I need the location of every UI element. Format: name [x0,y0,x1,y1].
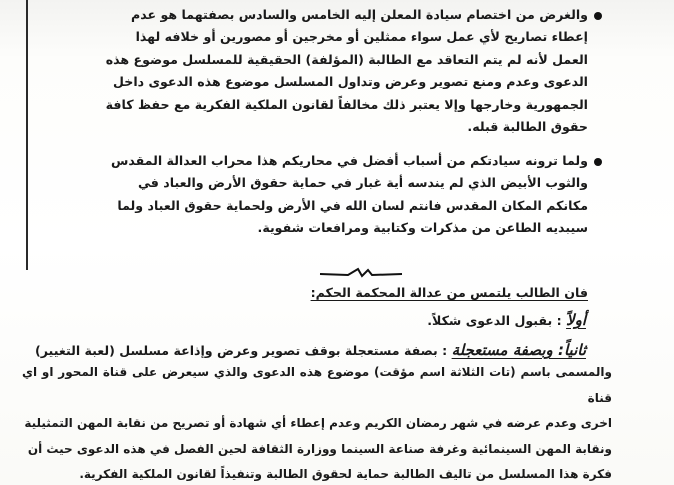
text-line: اخرى وعدم عرضه في شهر رمضان الكريم وعدم إعطاء أي شهادة أو تصريح من نقابة المهن التمثيلية [24,416,612,430]
text-line: حقوق الطالبة قبله. [467,119,588,135]
request-item-first [26,310,586,331]
first-text: : بقبول الدعوى شكلاً. [427,313,562,328]
request-item-second [26,340,586,361]
text-line: الدعوى وعدم ومنع تصوير وعرض وتداول المسلسل موضوع هذه الدعوى داخل [113,74,588,90]
bullet-dot-icon [594,12,602,20]
second-label: ثانياً: وبصفة مستعجلة [451,341,586,359]
paragraph-bullet-2 [28,150,588,240]
request-heading: فان الطالب يلتمس من عدالة المحكمة الحكم: [310,285,588,300]
first-label: أولاً [566,311,586,329]
text-line: مكانكم المكان المقدس فانتم لسان الله في الأرض ولحماية حقوق العباد ولما [117,197,588,213]
text-line: فكرة هذا المسلسل من تاليف الطالبة حماية لحقوق الطالبة وتنفيذاً لقانون الملكية الفكرية. [79,467,612,481]
bullet-dot-icon [594,158,602,166]
text-line: العمل لأنه لم يتم التعاقد مع الطالبة (المؤلفة) الحقيقية للمسلسل موضوع هذه [105,51,588,67]
text-line: ولما ترونه سيادتكم من أسباب أفضل في محاريكم هذا محراب العدالة المقدس [110,153,588,168]
text-line: إعطاء تصاريح لأي عمل سواء ممثلين أو مخرجين أو مصورين أو خلافه لهذا [135,29,588,45]
text-line: سيبديه الطاعن من مذكرات وكتابية ومرافعات شفوية. [257,220,588,236]
request-continuation [22,360,612,485]
separator-squiggle-icon [318,266,404,280]
text-line: والغرض من اختصام سيادة المعلن إليه الخامس والسادس بصفتهما هو عدم [131,7,588,22]
paragraph-bullet-1 [28,4,588,138]
text-line: الجمهورية وخارجها وإلا يعتبر ذلك مخالفاً لقانون الملكية الفكرية مع حفظ كافة [105,96,588,112]
text-line: ونقابة المهن السينمائية وغرفة صناعة السينما ووزارة الثقافة لحين الفصل في هذه الدعوى حيث أن [27,441,612,456]
text-line: والثوب الأبيض الذي لم يندسه أية غبار في حماية حقوق الأرض والعباد في [137,175,588,191]
second-text: : بصفة مستعجلة بوقف تصوير وعرض وإذاعة مسلسل (لعبة التغيير) [34,343,448,358]
text-line: والمسمى باسم (تات الثلاثة اسم مؤقت) موضوع هذه الدعوى والذي سيعرض على قناة المحور او اي قناة [22,365,612,405]
